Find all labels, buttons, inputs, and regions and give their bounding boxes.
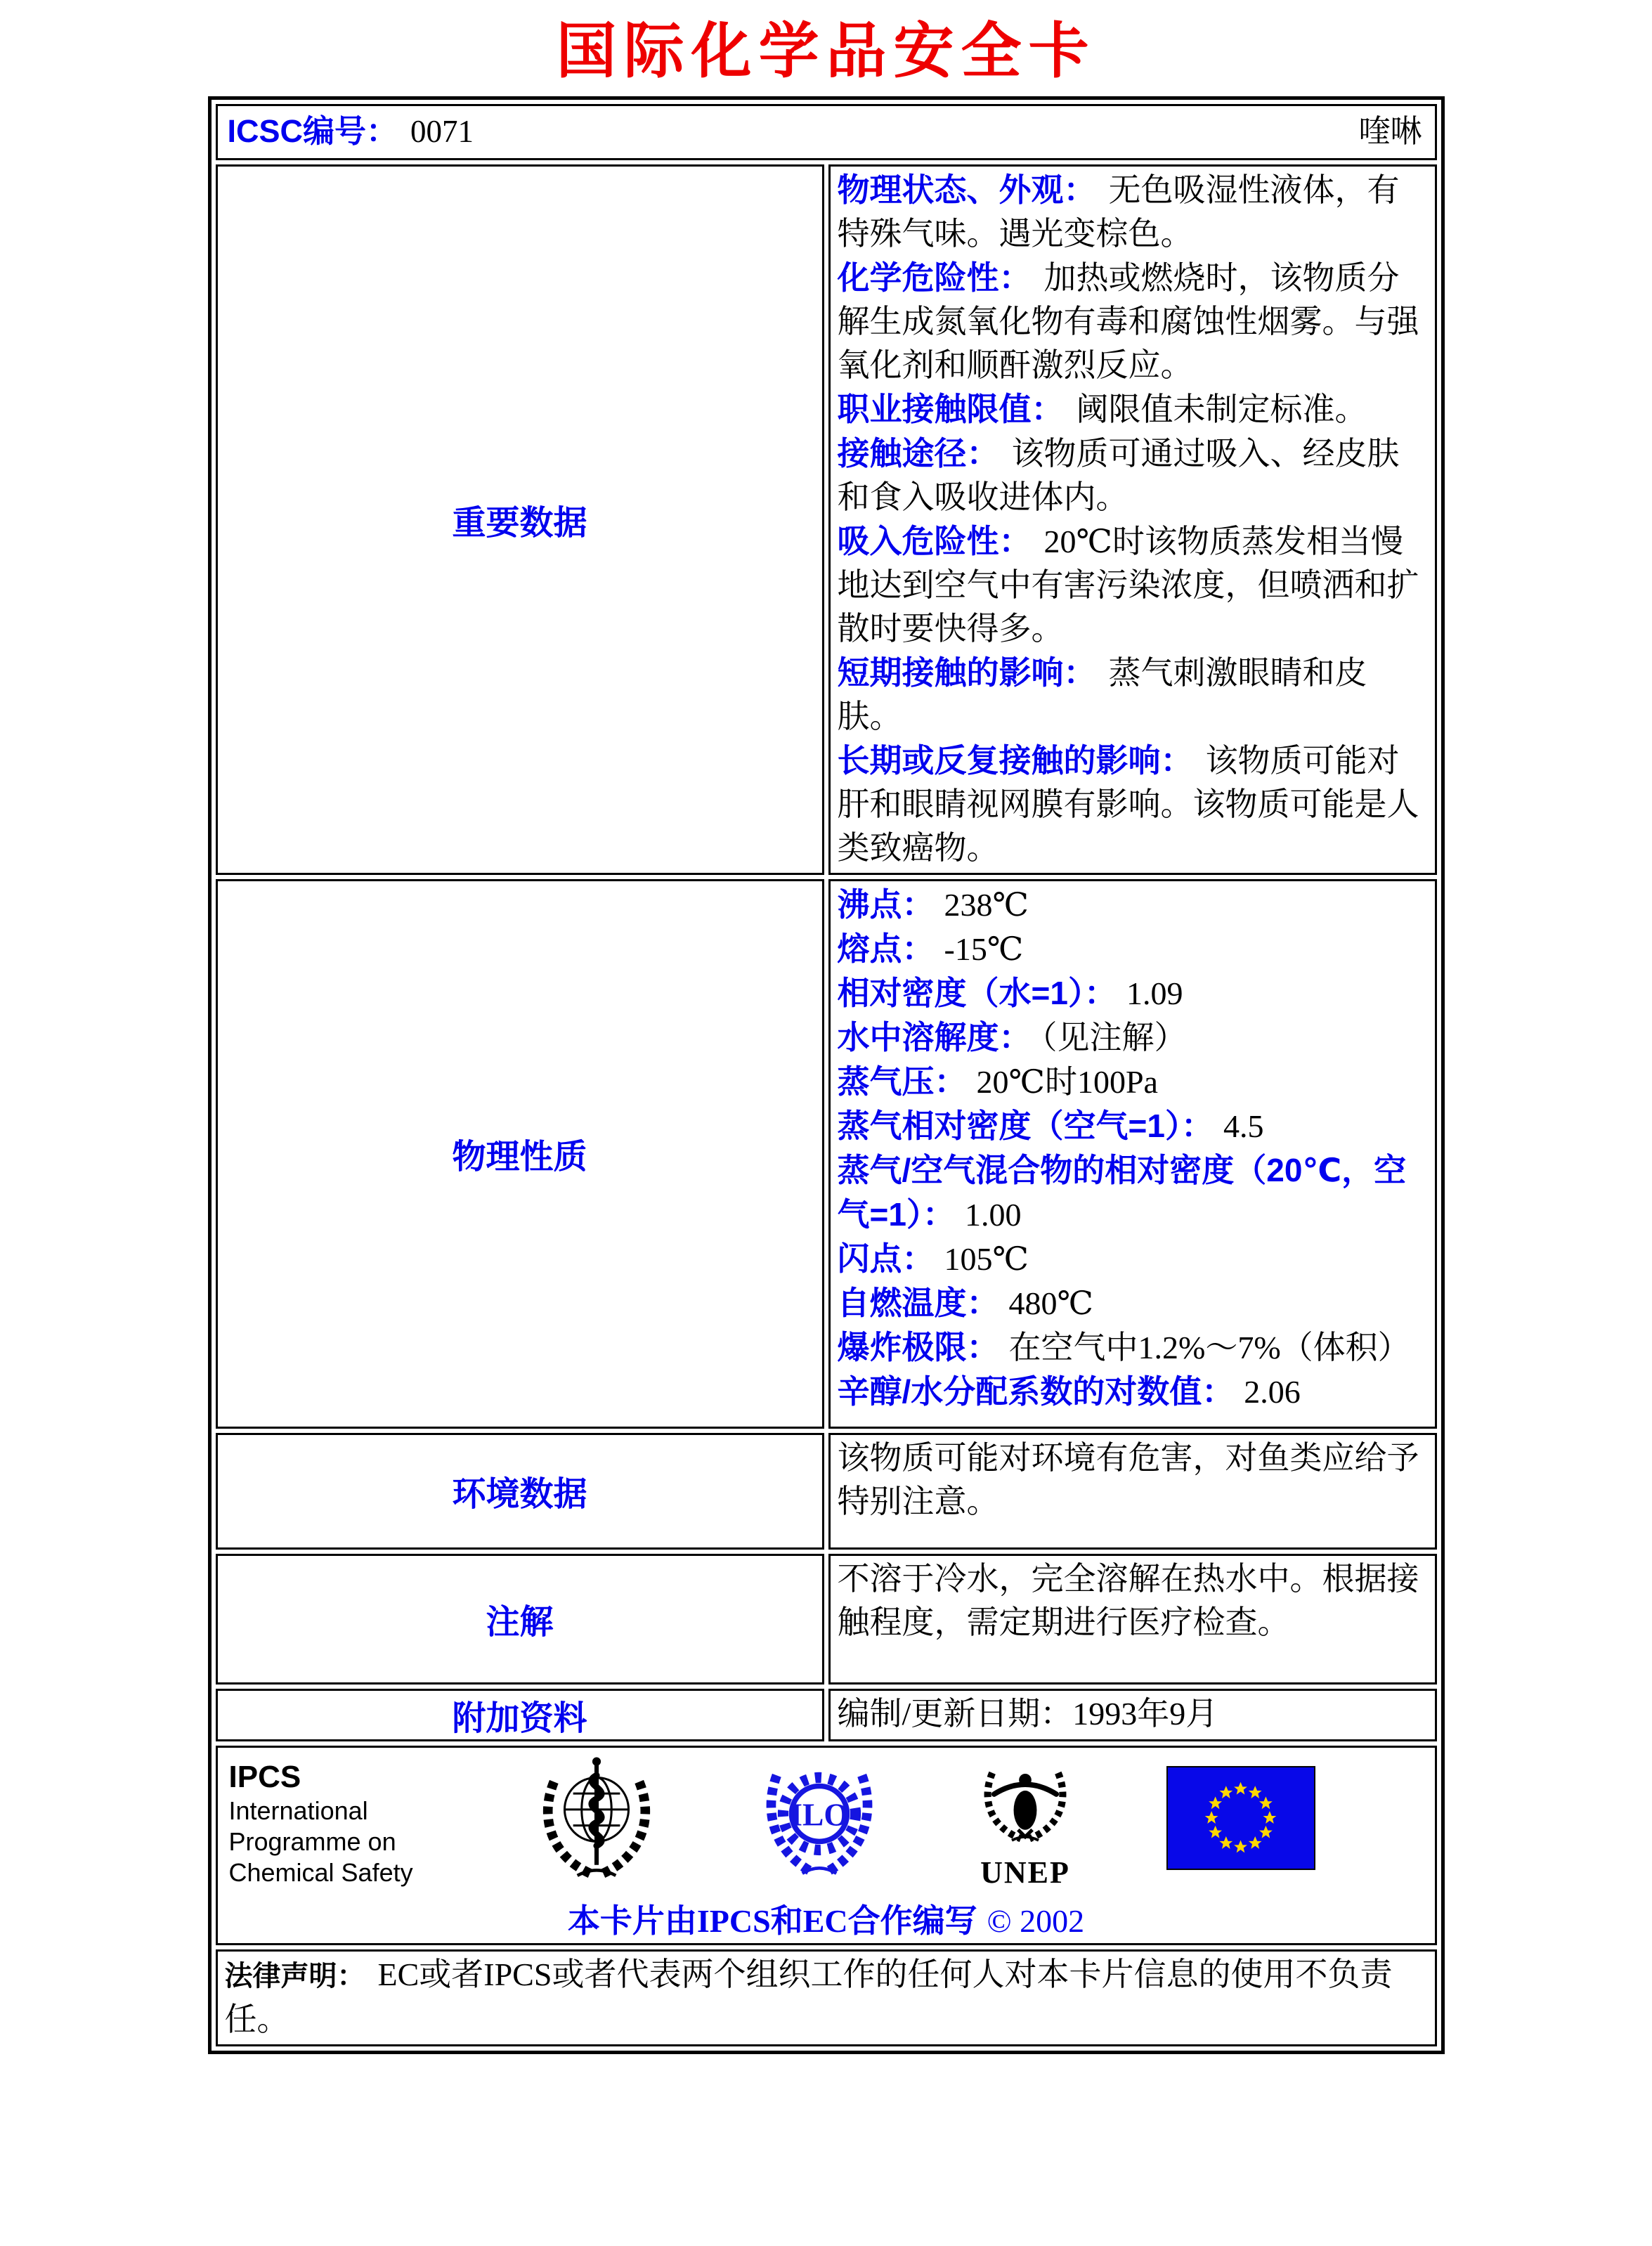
property-line [838, 1104, 1425, 1148]
additional-info-content [828, 1689, 1437, 1741]
important-item [838, 168, 1425, 256]
page-title: 国际化学品安全卡 [556, 15, 1096, 86]
property-line [838, 1148, 1425, 1237]
property-line [838, 1325, 1425, 1370]
physical-properties-row-label: 物理性质 [216, 879, 824, 1429]
property-line [838, 1370, 1425, 1414]
property-line [838, 927, 1425, 971]
property-value: 105℃ [944, 1240, 1029, 1277]
additional-info-row-label: 附加资料 [216, 1689, 824, 1741]
important-item [838, 519, 1425, 651]
important-item [838, 256, 1425, 387]
property-value: 1.00 [964, 1196, 1022, 1233]
logos-cell [216, 1746, 1437, 1945]
item-label: 吸入危险性： [837, 522, 1032, 559]
notes-row [216, 1554, 1437, 1684]
caption-text: 本卡片由IPCS和EC合作编写 [567, 1902, 977, 1939]
property-label: 爆炸极限： [837, 1328, 999, 1365]
legal-label: 法律声明： [224, 1960, 365, 1992]
property-line [838, 1015, 1425, 1060]
property-value: 480℃ [1008, 1285, 1093, 1321]
item-label: 接触途径： [837, 434, 999, 472]
item-text: 无色吸湿性液体，有特殊气味。遇光变棕色。 [837, 171, 1400, 252]
ilo-logo-text: ILO [789, 1796, 849, 1833]
header-row [216, 104, 1437, 160]
copyright-text: © 2002 [987, 1902, 1085, 1939]
item-label: 长期或反复接触的影响： [837, 741, 1193, 779]
item-text: 20℃时该物质蒸发相当慢地达到空气中有害污染浓度，但喷洒和扩散时要快得多。 [837, 523, 1419, 647]
property-value: 2.06 [1244, 1373, 1301, 1410]
ilo-logo-icon [754, 1754, 885, 1893]
icsc-card-table [208, 96, 1445, 2054]
property-label: 蒸气/空气混合物的相对密度（20℃，空气=1）： [837, 1151, 1407, 1233]
logos-strip [218, 1748, 1435, 1890]
icsc-number-value: 0071 [410, 113, 474, 149]
property-line [838, 883, 1425, 927]
additional-info-row [216, 1689, 1437, 1741]
additional-info-text: 编制/更新日期：1993年9月 [837, 1696, 1218, 1732]
important-item [838, 387, 1425, 431]
property-line [838, 971, 1425, 1015]
ipcs-line: Programme on [228, 1826, 396, 1856]
icsc-number-group [228, 110, 474, 153]
who-logo-icon [531, 1754, 662, 1893]
environment-text: 该物质可能对环境有危害，对鱼类应给予特别注意。 [837, 1439, 1419, 1519]
property-value: 4.5 [1223, 1108, 1264, 1144]
property-label: 蒸气压： [837, 1063, 967, 1100]
notes-row-label: 注解 [216, 1554, 824, 1684]
property-label: 熔点： [837, 930, 935, 967]
header-content [225, 108, 1425, 155]
environment-content [828, 1433, 1437, 1550]
unep-logo-text: UNEP [980, 1855, 1070, 1890]
environment-row-label: 环境数据 [216, 1433, 824, 1550]
icsc-number-label: ICSC编号： [227, 112, 398, 149]
important-data-row [216, 164, 1437, 875]
legal-row [216, 1949, 1437, 2046]
property-value: -15℃ [944, 930, 1024, 967]
important-item [838, 739, 1425, 870]
property-line [838, 1237, 1425, 1281]
notes-text: 不溶于冷水，完全溶解在热水中。根据接触程度，需定期进行医疗检查。 [837, 1560, 1419, 1640]
physical-properties-content [828, 879, 1437, 1429]
property-line [838, 1060, 1425, 1104]
item-text: 该物质可能对肝和眼睛视网膜有影响。该物质可能是人类致癌物。 [837, 742, 1419, 866]
item-label: 短期接触的影响： [837, 654, 1096, 691]
item-text: 该物质可通过吸入、经皮肤和食入吸收进体内。 [837, 435, 1400, 515]
property-value: 20℃时100Pa [976, 1063, 1158, 1100]
item-label: 职业接触限值： [837, 390, 1064, 427]
logos-wrap [218, 1748, 1435, 1943]
chemical-name: 喹啉 [1358, 113, 1422, 149]
cooperation-caption [218, 1900, 1435, 1943]
header-cell [216, 104, 1437, 160]
property-label: 沸点： [837, 885, 935, 923]
logos-row [216, 1746, 1437, 1945]
property-label: 闪点： [837, 1240, 935, 1277]
ipcs-text-block [229, 1759, 440, 1888]
property-value: 1.09 [1126, 975, 1183, 1011]
item-label: 物理状态、外观： [837, 171, 1096, 208]
eu-flag-icon [1166, 1766, 1315, 1881]
item-text: 蒸气刺激眼睛和皮肤。 [837, 654, 1367, 734]
ipcs-line: Chemical Safety [228, 1857, 413, 1887]
important-data-content [828, 164, 1437, 875]
notes-content [828, 1554, 1437, 1684]
item-label: 化学危险性： [837, 259, 1032, 296]
legal-text: EC或者IPCS或者代表两个组织工作的任何人对本卡片信息的使用不负责任。 [224, 1956, 1393, 2037]
item-text: 阈限值未制定标准。 [1076, 391, 1367, 427]
property-label: 辛醇/水分配系数的对数值： [837, 1372, 1235, 1410]
legal-cell [216, 1949, 1437, 2046]
ipcs-acronym: IPCS [228, 1759, 301, 1794]
property-label: 相对密度（水=1）： [837, 974, 1117, 1011]
property-label: 蒸气相对密度（空气=1）： [837, 1107, 1214, 1144]
property-value: （见注解） [1041, 1019, 1187, 1056]
property-label: 水中溶解度： [837, 1018, 1032, 1056]
property-value: 在空气中1.2%～7%（体积） [1008, 1329, 1410, 1365]
property-label: 自燃温度： [837, 1284, 999, 1321]
property-line [838, 1281, 1425, 1325]
item-text: 加热或燃烧时，该物质分解生成氮氧化物有毒和腐蚀性烟雾。与强氧化剂和顺酐激烈反应。 [837, 259, 1419, 383]
physical-properties-row [216, 879, 1437, 1429]
unep-logo-block [976, 1760, 1074, 1890]
important-item [838, 651, 1425, 739]
important-item [838, 431, 1425, 519]
environment-row [216, 1433, 1437, 1550]
important-data-row-label: 重要数据 [216, 164, 824, 875]
property-value: 238℃ [944, 886, 1029, 923]
ipcs-line: International [228, 1796, 368, 1825]
